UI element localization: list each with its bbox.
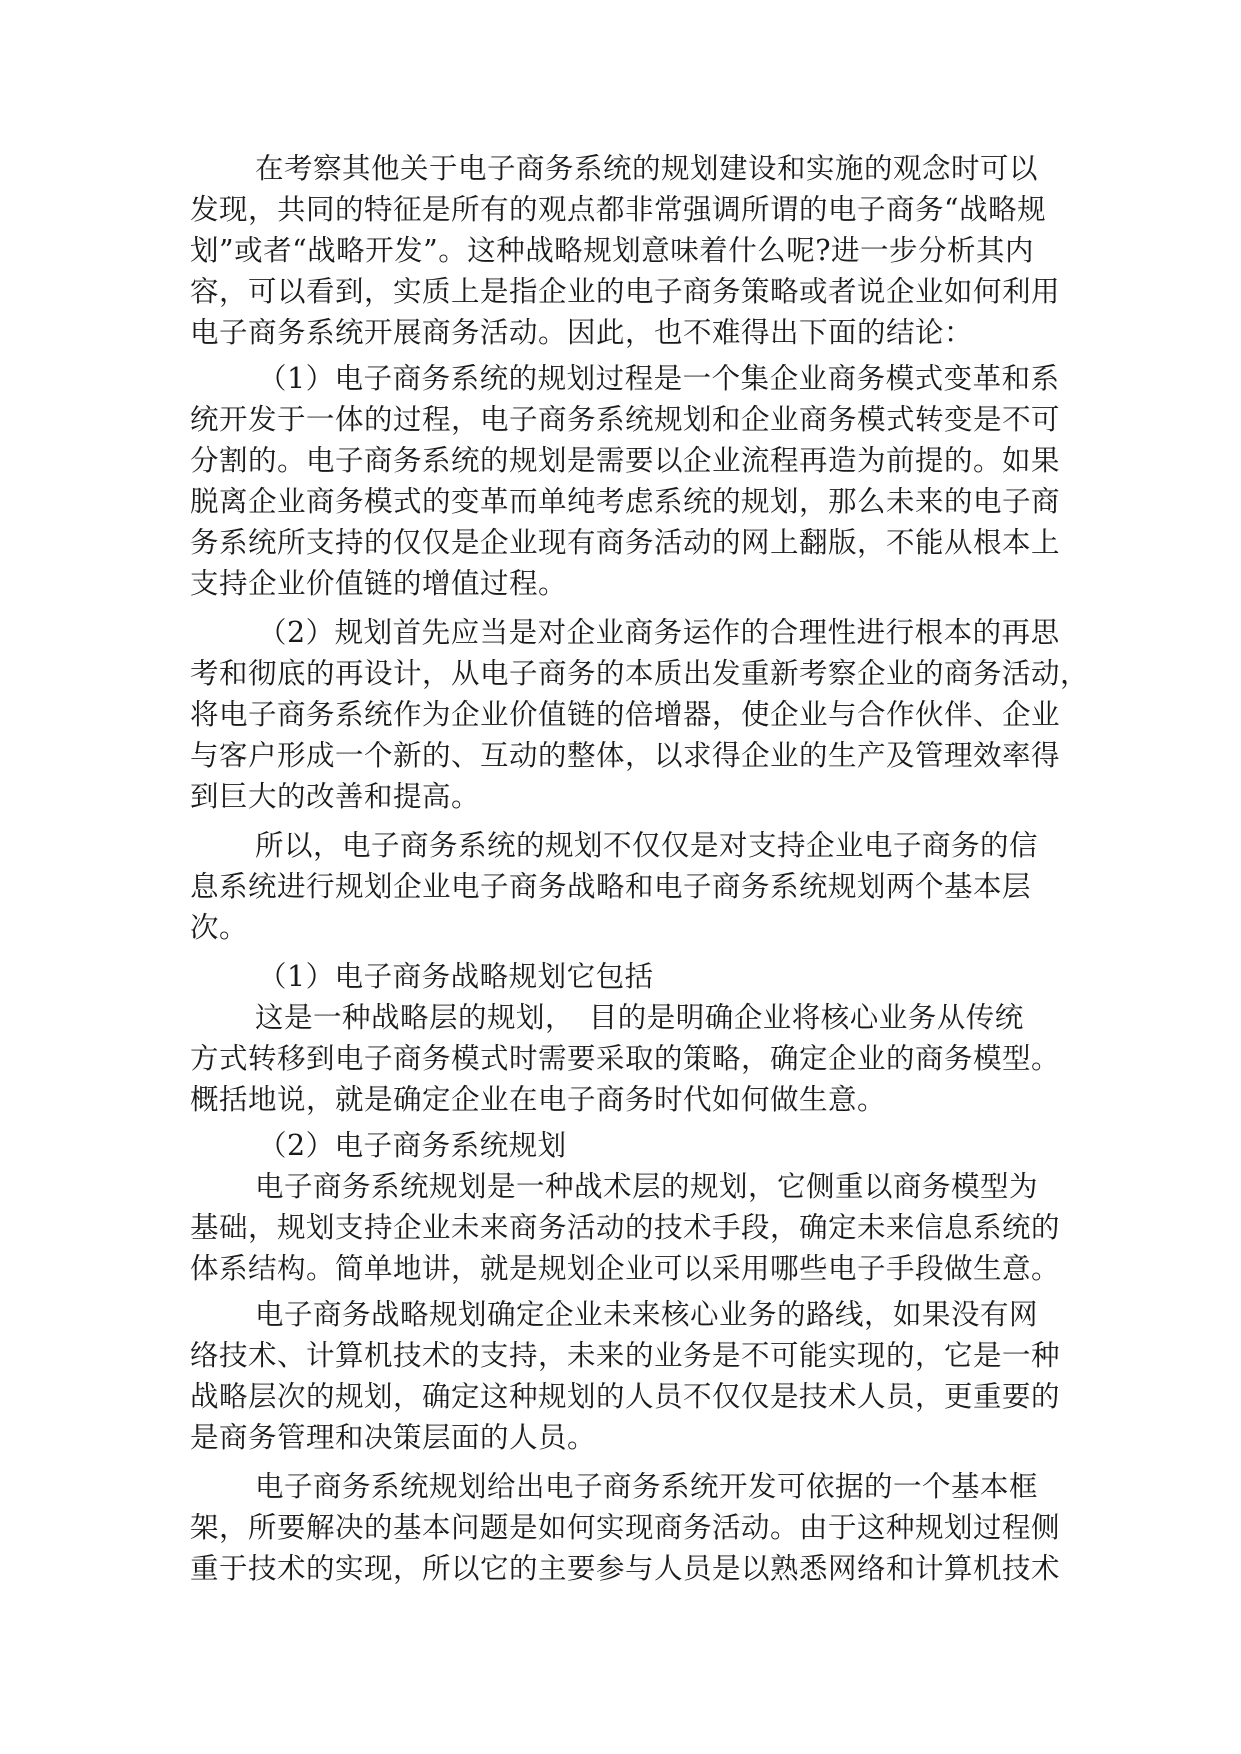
text-line: 容，可以看到，实质上是指企业的电子商务策略或者说企业如何利用 bbox=[190, 275, 1061, 308]
text-line: （1）电子商务战略规划它包括 bbox=[258, 960, 654, 993]
text-line: 架，所要解决的基本问题是如何实现商务活动。由于这种规划过程侧 bbox=[190, 1511, 1061, 1544]
text-line: 络技术、计算机技术的支持，未来的业务是不可能实现的，它是一种 bbox=[190, 1339, 1061, 1372]
text-line: （1）电子商务系统的规划过程是一个集企业商务模式变革和系 bbox=[258, 362, 1060, 395]
text-line: （2）规划首先应当是对企业商务运作的合理性进行根本的再思 bbox=[258, 616, 1060, 649]
subheading-strategy-planning bbox=[190, 956, 1065, 997]
text-line: 是商务管理和决策层面的人员。 bbox=[190, 1421, 597, 1454]
text-line: 这是一种战略层的规划， 目的是明确企业将核心业务从传统 bbox=[255, 1001, 1024, 1034]
text-line: 重于技术的实现，所以它的主要参与人员是以熟悉网络和计算机技术 bbox=[190, 1552, 1061, 1585]
text-line: 分割的。电子商务系统的规划是需要以企业流程再造为前提的。如果 bbox=[190, 444, 1061, 477]
text-line: 脱离企业商务模式的变革而单纯考虑系统的规划，那么未来的电子商 bbox=[190, 485, 1061, 518]
paragraph-system-planning bbox=[190, 1166, 1065, 1289]
text-line: 电子商务系统开展商务活动。因此，也不难得出下面的结论： bbox=[190, 316, 974, 349]
text-line: 概括地说，就是确定企业在电子商务时代如何做生意。 bbox=[190, 1083, 887, 1116]
text-line: 将电子商务系统作为企业价值链的倍增器，使企业与合作伙伴、企业 bbox=[190, 698, 1061, 731]
paragraph-point-1 bbox=[190, 358, 1065, 604]
text-line: 与客户形成一个新的、互动的整体，以求得企业的生产及管理效率得 bbox=[190, 739, 1061, 772]
text-line: 息系统进行规划企业电子商务战略和电子商务系统规划两个基本层 bbox=[190, 870, 1032, 903]
text-line: 发现，共同的特征是所有的观点都非常强调所谓的电子商务“战略规 bbox=[190, 193, 1047, 226]
text-line: 划”或者“战略开发”。这种战略规划意味着什么呢?进一步分析其内 bbox=[190, 234, 1034, 267]
text-line: 在考察其他关于电子商务系统的规划建设和实施的观念时可以 bbox=[255, 152, 1039, 185]
subheading-system-planning bbox=[190, 1125, 1065, 1166]
document-body bbox=[190, 148, 1090, 1589]
text-line: 次。 bbox=[190, 911, 249, 944]
paragraph-strategy-personnel bbox=[190, 1294, 1065, 1458]
paragraph-system-framework bbox=[190, 1466, 1065, 1589]
text-line: 电子商务战略规划确定企业未来核心业务的路线，如果没有网 bbox=[255, 1298, 1039, 1331]
paragraph-point-2 bbox=[190, 612, 1090, 817]
text-line: （2）电子商务系统规划 bbox=[258, 1129, 567, 1162]
paragraph-summary bbox=[190, 825, 1065, 948]
text-line: 方式转移到电子商务模式时需要采取的策略，确定企业的商务模型。 bbox=[190, 1042, 1061, 1075]
text-line: 统开发于一体的过程，电子商务系统规划和企业商务模式转变是不可 bbox=[190, 403, 1061, 436]
text-line: 基础，规划支持企业未来商务活动的技术手段，确定未来信息系统的 bbox=[190, 1211, 1061, 1244]
text-line: 体系结构。简单地讲，就是规划企业可以采用哪些电子手段做生意。 bbox=[190, 1252, 1061, 1285]
text-line: 到巨大的改善和提高。 bbox=[190, 780, 481, 813]
text-line: 所以，电子商务系统的规划不仅仅是对支持企业电子商务的信 bbox=[255, 829, 1039, 862]
text-line: 电子商务系统规划是一种战术层的规划，它侧重以商务模型为 bbox=[255, 1170, 1039, 1203]
text-line: 战略层次的规划，确定这种规划的人员不仅仅是技术人员，更重要的 bbox=[190, 1380, 1061, 1413]
paragraph-intro bbox=[190, 148, 1065, 353]
paragraph-strategy-planning bbox=[190, 997, 1065, 1120]
text-line: 电子商务系统规划给出电子商务系统开发可依据的一个基本框 bbox=[255, 1470, 1039, 1503]
text-line: 考和彻底的再设计，从电子商务的本质出发重新考察企业的商务活动， bbox=[190, 657, 1090, 690]
text-line: 务系统所支持的仅仅是企业现有商务活动的网上翻版，不能从根本上 bbox=[190, 526, 1061, 559]
text-line: 支持企业价值链的增值过程。 bbox=[190, 567, 568, 600]
